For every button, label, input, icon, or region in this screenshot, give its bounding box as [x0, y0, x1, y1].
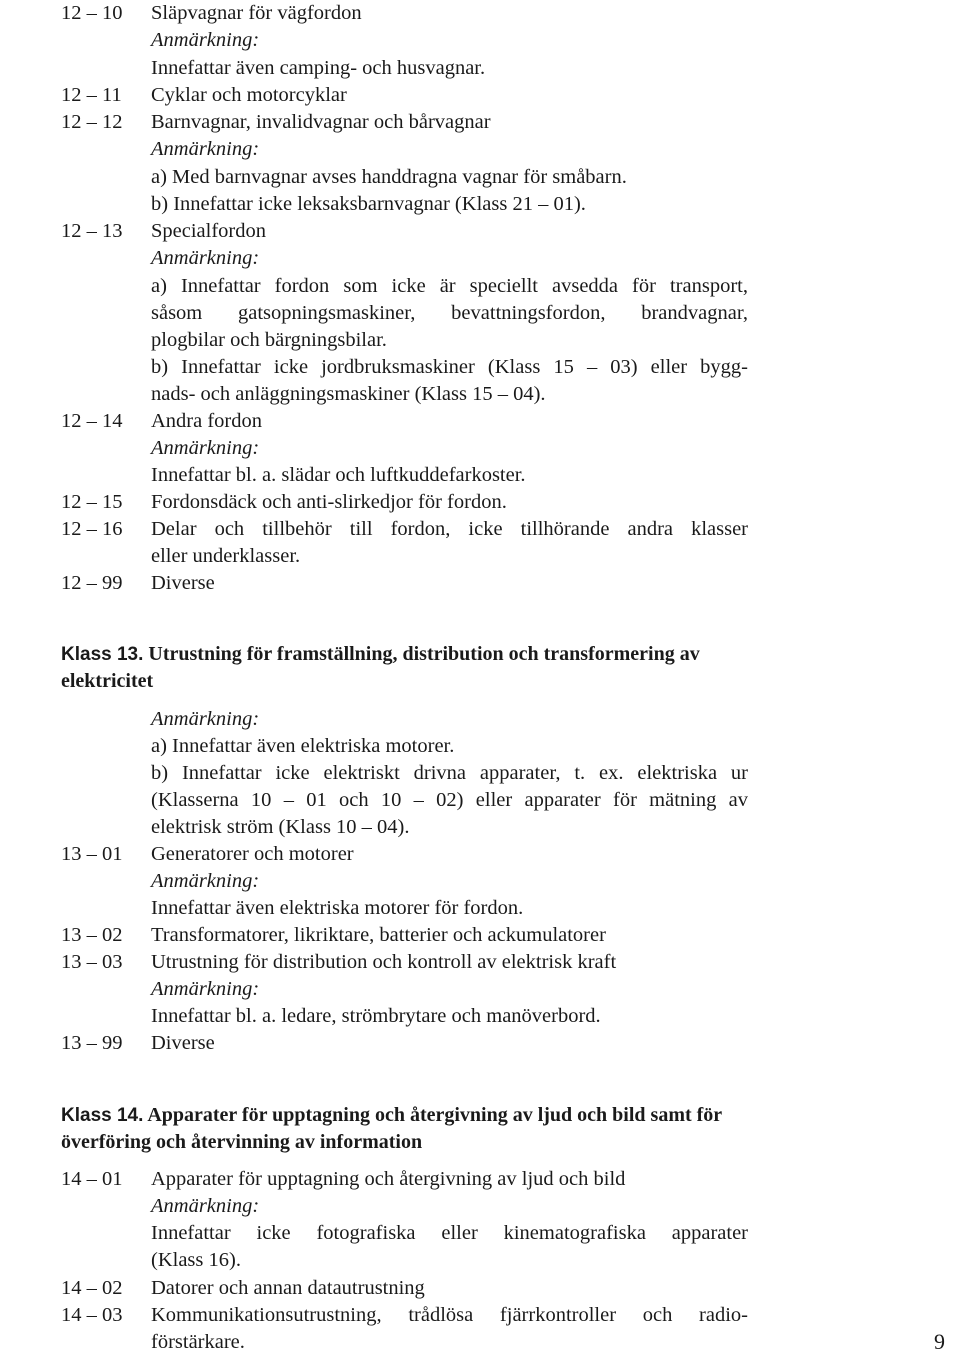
entry-title: Utrustning för distribution och kontroll av elektrisk kraft [151, 951, 617, 973]
class-note: elektrisk ström (Klass 10 – 04). [151, 816, 410, 838]
class-title: Utrustning för framställning, distribution och transformering av [148, 643, 700, 665]
entry-code: 14 – 01 [61, 1168, 123, 1190]
entry-title: Apparater för upptagning och återgivning av ljud och bild [151, 1168, 626, 1190]
entry-note: nads- och anläggningsmaskiner (Klass 15 – 04). [151, 383, 546, 405]
entry-title: Datorer och annan datautrustning [151, 1277, 425, 1299]
entry-note: b) Innefattar icke jordbruksmaskiner (Klass 15 – 03) eller bygg- [151, 356, 748, 378]
class-title: Apparater för upptagning och återgivning av ljud och bild samt för [147, 1104, 723, 1126]
entry-title: Fordonsdäck och anti-slirkedjor för fordon. [151, 491, 507, 513]
entry-code: 12 – 12 [61, 111, 123, 133]
entry-title: Kommunikationsutrustning, trådlösa fjärrkontroller och radio- [151, 1304, 748, 1326]
annotation-label: Anmärkning: [151, 247, 260, 269]
entry-note: såsom gatsopningsmaskiner, bevattningsfordon, brandvagnar, [151, 302, 748, 324]
entry-title: Generatorer och motorer [151, 843, 354, 865]
entry-code: 13 – 01 [61, 843, 123, 865]
annotation-label: Anmärkning: [151, 1195, 260, 1217]
entry-note: b) Innefattar icke leksaksbarnvagnar (Klass 21 – 01). [151, 193, 586, 215]
entry-code: 12 – 99 [61, 572, 123, 594]
entry-title-cont: förstärkare. [151, 1331, 245, 1353]
entry-title: Specialfordon [151, 220, 266, 242]
entry-code: 12 – 10 [61, 2, 123, 24]
entry-title: Andra fordon [151, 410, 263, 432]
page-number: 9 [934, 1329, 945, 1354]
entry-note: (Klass 16). [151, 1249, 241, 1271]
entry-title: Barnvagnar, invalidvagnar och bårvagnar [151, 111, 491, 133]
entry-code: 13 – 02 [61, 924, 123, 946]
entry-code: 13 – 99 [61, 1032, 123, 1054]
annotation-label: Anmärkning: [151, 138, 260, 160]
entry-note: Innefattar även elektriska motorer för fordon. [151, 897, 524, 919]
entry-code: 12 – 16 [61, 518, 123, 540]
class-note: b) Innefattar icke elektriskt drivna apparater, t. ex. elektriska ur [151, 762, 748, 784]
entry-code: 12 – 15 [61, 491, 123, 513]
class-title-cont: elektricitet [61, 670, 154, 692]
entry-note: Innefattar bl. a. ledare, strömbrytare och manöverbord. [151, 1005, 601, 1027]
entry-note: plogbilar och bärgningsbilar. [151, 329, 387, 351]
entry-note: Innefattar bl. a. slädar och luftkuddefarkoster. [151, 464, 526, 486]
entry-code: 13 – 03 [61, 951, 123, 973]
entry-note: Innefattar icke fotografiska eller kinematografiska apparater [151, 1222, 748, 1244]
entry-title: Delar och tillbehör till fordon, icke tillhörande andra klasser [151, 518, 748, 540]
entry-code: 14 – 02 [61, 1277, 123, 1299]
entry-title: Släpvagnar för vägfordon [151, 2, 362, 24]
entry-title: Diverse [151, 1032, 215, 1054]
class-14-heading [61, 1102, 722, 1129]
annotation-label: Anmärkning: [151, 708, 260, 730]
entry-code: 12 – 11 [61, 84, 122, 106]
entry-code: 14 – 03 [61, 1304, 123, 1326]
annotation-label: Anmärkning: [151, 29, 260, 51]
class-note: a) Innefattar även elektriska motorer. [151, 735, 455, 757]
class-number: Klass 14. [61, 1105, 144, 1126]
class-13-heading [61, 641, 700, 668]
annotation-label: Anmärkning: [151, 978, 260, 1000]
annotation-label: Anmärkning: [151, 437, 260, 459]
entry-title: Diverse [151, 572, 215, 594]
entry-note: Innefattar även camping- och husvagnar. [151, 57, 486, 79]
entry-code: 12 – 14 [61, 410, 123, 432]
class-number: Klass 13. [61, 644, 144, 665]
class-note: (Klasserna 10 – 01 och 10 – 02) eller apparater för mätning av [151, 789, 748, 811]
entry-note: a) Med barnvagnar avses handdragna vagnar för småbarn. [151, 166, 627, 188]
entry-title: Transformatorer, likriktare, batterier och ackumulatorer [151, 924, 606, 946]
entry-title: Cyklar och motorcyklar [151, 84, 347, 106]
entry-title-cont: eller underklasser. [151, 545, 301, 567]
entry-note: a) Innefattar fordon som icke är speciellt avsedda för transport, [151, 275, 748, 297]
entry-code: 12 – 13 [61, 220, 123, 242]
annotation-label: Anmärkning: [151, 870, 260, 892]
class-title-cont: överföring och återvinning av information [61, 1131, 423, 1153]
